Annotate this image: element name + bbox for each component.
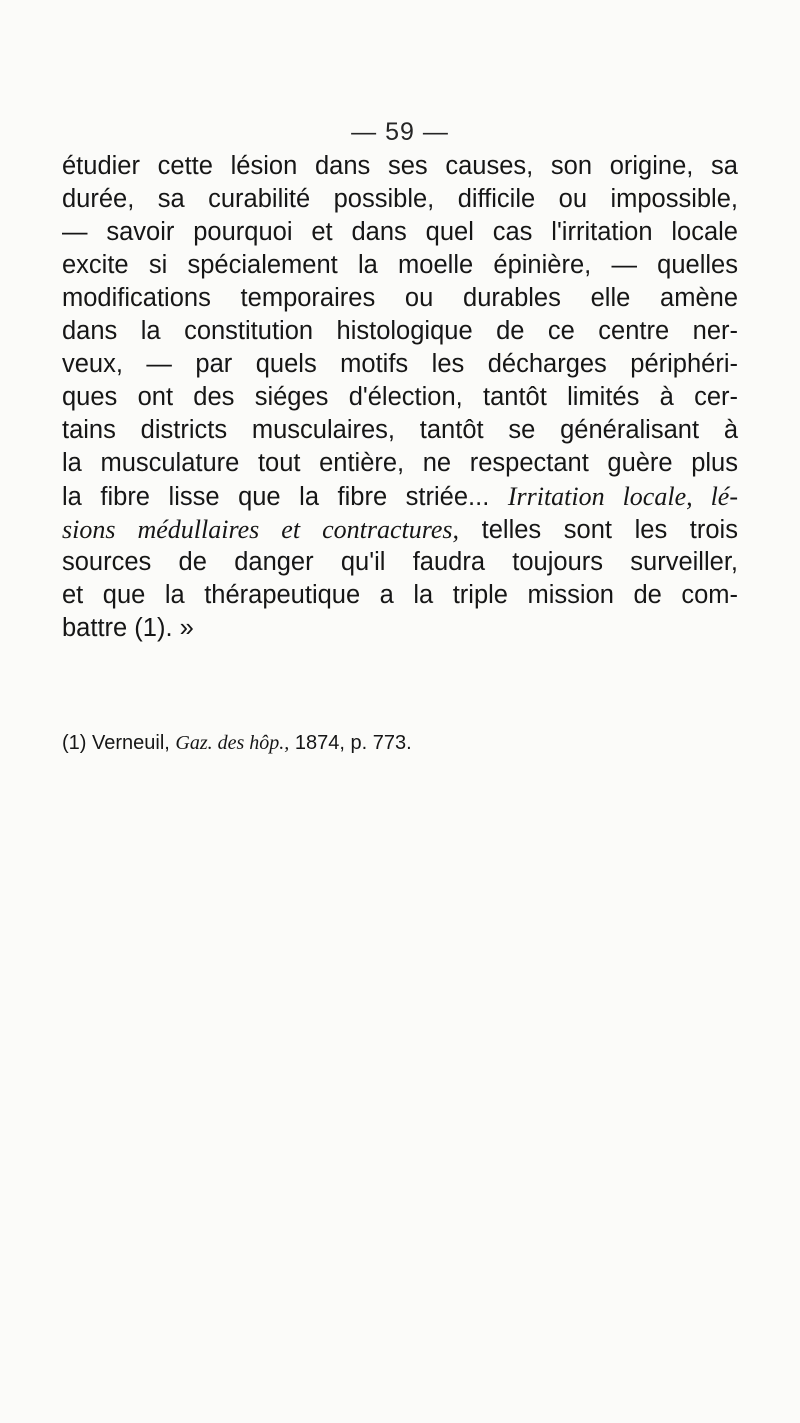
italic-phrase: Irritation locale, lé-	[507, 482, 738, 511]
text-line: sources de danger qu'il faudra toujours surveiller,	[62, 548, 738, 576]
text-segment: la fibre lisse que la fibre striée...	[62, 483, 490, 511]
text-line: ques ont des siéges d'élection, tantôt limités à cer-	[62, 383, 738, 411]
page-number: — 59 —	[351, 118, 449, 146]
text-line: excite si spécialement la moelle épinière, — quelles	[62, 251, 738, 279]
text-line: la musculature tout entière, ne respectant guère plus	[62, 449, 738, 477]
footnote-journal: Gaz. des hôp.,	[175, 732, 290, 754]
text-line	[62, 480, 738, 513]
footnote-reference: 1874, p. 773.	[294, 732, 412, 754]
text-line: veux, — par quels motifs les décharges périphéri-	[62, 350, 738, 378]
text-line: étudier cette lésion dans ses causes, son origine, sa	[62, 152, 738, 180]
text-line: durée, sa curabilité possible, difficile ou impossible,	[62, 185, 738, 213]
body-paragraph	[62, 150, 738, 645]
footnote-author: (1) Verneuil,	[62, 732, 170, 754]
text-line: — savoir pourquoi et dans quel cas l'irritation locale	[62, 218, 738, 246]
text-line: et que la thérapeutique a la triple mission de com-	[62, 581, 738, 609]
text-segment: telles sont les trois	[481, 516, 738, 544]
text-line: battre (1). »	[62, 614, 194, 642]
text-line: tains districts musculaires, tantôt se généralisant à	[62, 416, 738, 444]
text-line: dans la constitution histologique de ce centre ner-	[62, 317, 738, 345]
text-line	[62, 513, 738, 546]
footnote	[62, 730, 738, 756]
text-line: modifications temporaires ou durables elle amène	[62, 284, 738, 312]
italic-phrase: sions médullaires et contractures,	[62, 515, 460, 544]
